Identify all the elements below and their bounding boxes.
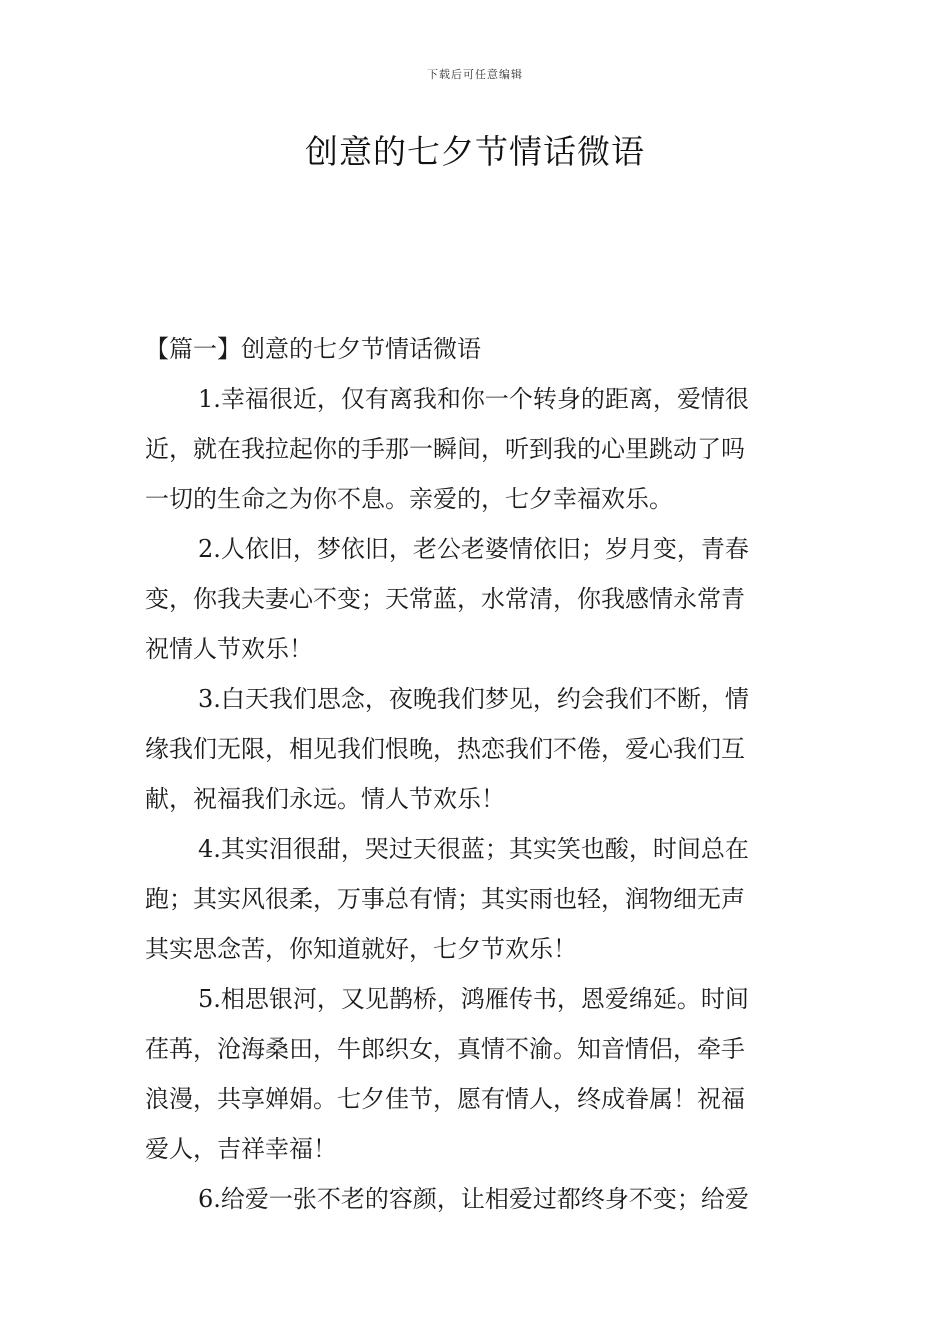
- paragraph: [145, 674, 807, 824]
- paragraph-line: 祝情人节欢乐！: [145, 635, 313, 663]
- paragraph-line: 一切的生命之为你不息。亲爱的，七夕幸福欢乐。: [145, 485, 673, 513]
- paragraph-line: 4.其实泪很甜，哭过天很蓝；其实笑也酸，时间总在: [198, 835, 749, 863]
- paragraph-line: 荏苒，沧海桑田，牛郎织女，真情不渝。知音情侣，牵手: [145, 1035, 745, 1063]
- section-heading: 【篇一】创意的七夕节情话微语: [145, 335, 481, 363]
- document-title: 创意的七夕节情话微语: [305, 132, 645, 171]
- paragraph-line: 变，你我夫妻心不变；天常蓝，水常清，你我感情永常青: [145, 585, 745, 613]
- paragraph: [145, 524, 807, 674]
- paragraph-line: 浪漫，共享婵娟。七夕佳节，愿有情人，终成眷属！祝福: [145, 1085, 745, 1113]
- paragraph-line: 缘我们无限，相见我们恨晚，热恋我们不倦，爱心我们互: [145, 735, 745, 763]
- header-note: 下载后可任意编辑: [427, 68, 523, 81]
- paragraph-line: 2.人依旧，梦依旧，老公老婆情依旧；岁月变，青春: [198, 535, 749, 563]
- paragraph-line: 其实思念苦，你知道就好，七夕节欢乐！: [145, 935, 577, 963]
- paragraph-list: [145, 374, 807, 1224]
- paragraph-line: 5.相思银河，又见鹊桥，鸿雁传书，恩爱绵延。时间: [198, 985, 749, 1013]
- paragraph: [145, 1174, 807, 1224]
- paragraph-line: 近，就在我拉起你的手那一瞬间，听到我的心里跳动了吗: [145, 435, 745, 463]
- paragraph-line: 献，祝福我们永远。情人节欢乐！: [145, 785, 505, 813]
- paragraph-line: 6.给爱一张不老的容颜，让相爱过都终身不变；给爱: [198, 1185, 749, 1213]
- paragraph-line: 爱人，吉祥幸福！: [145, 1135, 337, 1163]
- paragraph-line: 跑；其实风很柔，万事总有情；其实雨也轻，润物细无声: [145, 885, 745, 913]
- document-body: [145, 324, 807, 1224]
- paragraph-line: 1.幸福很近，仅有离我和你一个转身的距离，爱情很: [198, 385, 749, 413]
- paragraph: [145, 374, 807, 524]
- paragraph-line: 3.白天我们思念，夜晚我们梦见，约会我们不断，情: [198, 685, 749, 713]
- paragraph: [145, 824, 807, 974]
- paragraph: [145, 974, 807, 1174]
